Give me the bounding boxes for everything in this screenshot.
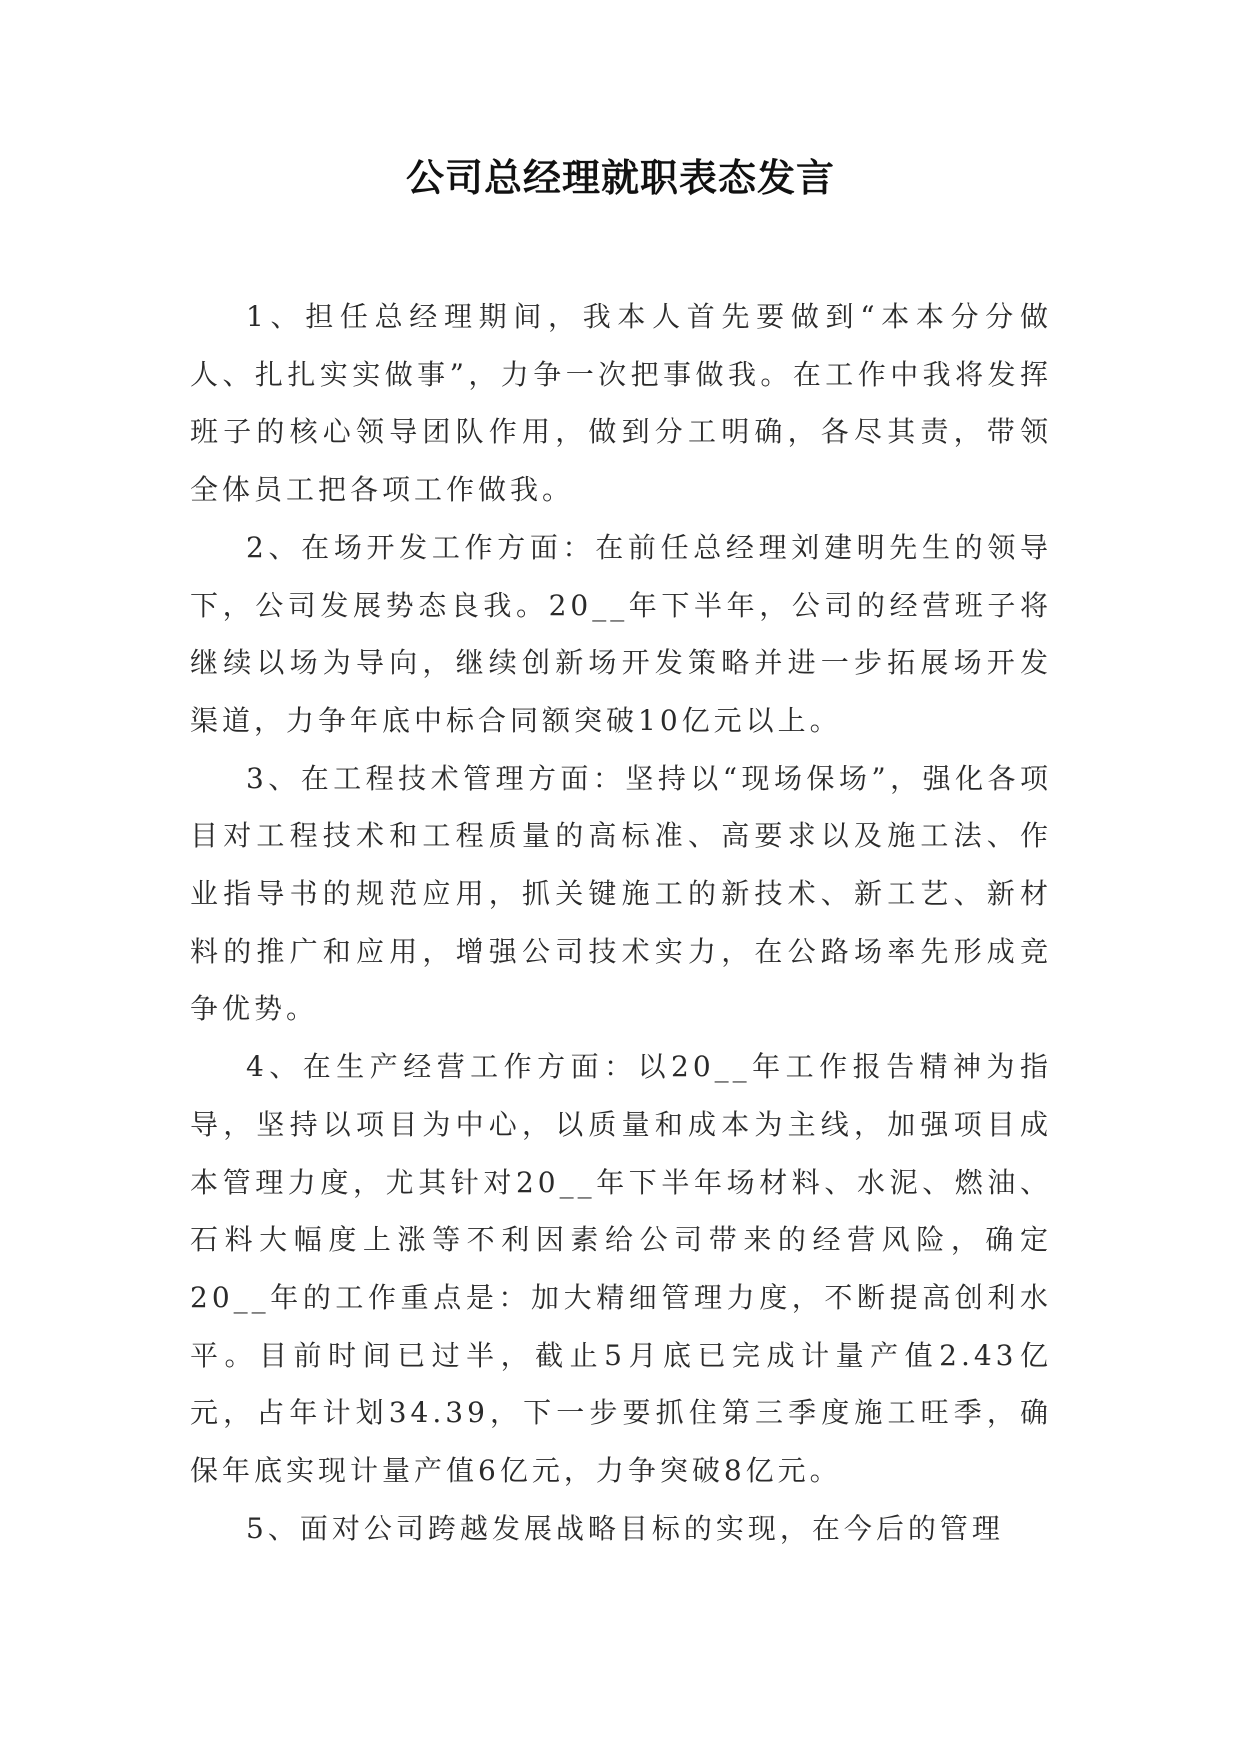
- paragraph-1: 1、担任总经理期间，我本人首先要做到“本本分分做人、扎扎实实做事”，力争一次把事做我。在工作中我将发挥班子的核心领导团队作用，做到分工明确，各尽其责，带领全体员工把各项工作做我。: [190, 300, 1052, 507]
- paragraph-4: 4、在生产经营工作方面：以20__年工作报告精神为指导，坚持以项目为中心，以质量和成本为主线，加强项目成本管理力度，尤其针对20__年下半年场材料、水泥、燃油、石料大幅度上涨等不利因素给公司带来的经营风险，确定20__年的工作重点是：加大精细管理力度，不断提高创利水平。目前时间已过半，截止5月底已完成计量产值2.43亿元，占年计划34.39，下一步要抓住第三季度施工旺季，确保年底实现计量产值6亿元，力争突破8亿元。: [190, 1050, 1052, 1488]
- paragraph-3: 3、在工程技术管理方面：坚持以“现场保场”，强化各项目对工程技术和工程质量的高标准、高要求以及施工法、作业指导书的规范应用，抓关键施工的新技术、新工艺、新材料的推广和应用，增强公司技术实力，在公路场率先形成竞争优势。: [190, 761, 1052, 1026]
- paragraph-5: 5、面对公司跨越发展战略目标的实现，在今后的管理: [246, 1511, 1004, 1545]
- document-body: [190, 288, 1052, 1557]
- document-title: 公司总经理就职表态发言: [405, 156, 835, 200]
- paragraph-2: 2、在场开发工作方面：在前任总经理刘建明先生的领导下，公司发展势态良我。20__年下半年，公司的经营班子将继续以场为导向，继续创新场开发策略并进一步拓展场开发渠道，力争年底中标合同额突破10亿元以上。: [190, 530, 1052, 737]
